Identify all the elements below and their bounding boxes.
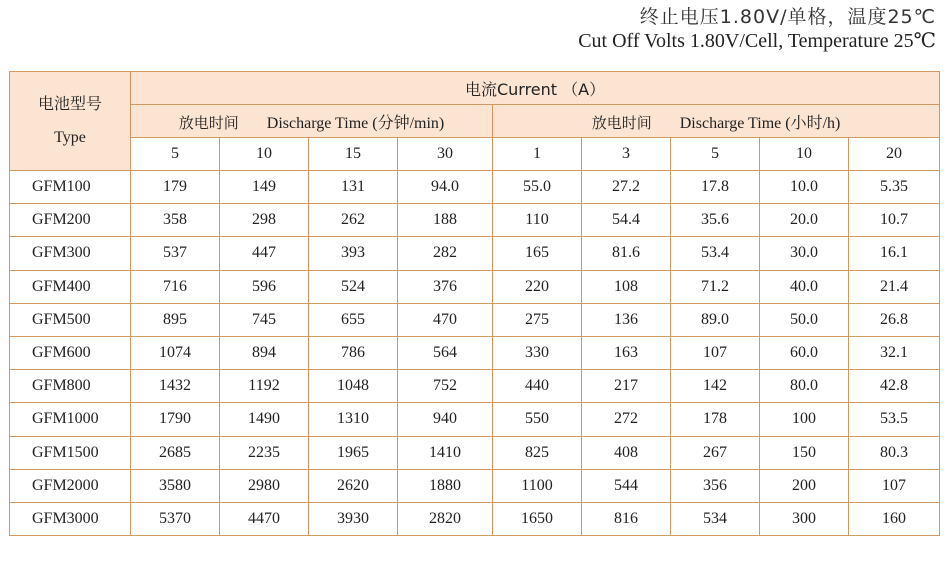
current-value-cell: 80.3 <box>849 436 940 469</box>
table-row <box>10 436 940 469</box>
current-value-cell: 1432 <box>131 370 220 403</box>
current-value-cell: 300 <box>760 502 849 535</box>
current-value-cell: 17.8 <box>671 171 760 204</box>
time-column-header: 10 <box>760 138 849 171</box>
current-value-cell: 1192 <box>220 370 309 403</box>
minutes-header-cn: 放电时间 <box>178 113 239 132</box>
current-value-cell: 26.8 <box>849 303 940 336</box>
current-value-cell: 1880 <box>398 469 493 502</box>
current-value-cell: 376 <box>398 270 493 303</box>
table-row <box>10 469 940 502</box>
model-cell: GFM800 <box>10 370 131 403</box>
current-value-cell: 53.4 <box>671 237 760 270</box>
type-header-en: Type <box>54 129 86 146</box>
current-value-cell: 10.7 <box>849 204 940 237</box>
current-value-cell: 596 <box>220 270 309 303</box>
current-value-cell: 356 <box>671 469 760 502</box>
current-value-cell: 5370 <box>131 502 220 535</box>
current-value-cell: 149 <box>220 171 309 204</box>
current-value-cell: 160 <box>849 502 940 535</box>
current-value-cell: 81.6 <box>582 237 671 270</box>
current-value-cell: 150 <box>760 436 849 469</box>
current-value-cell: 42.8 <box>849 370 940 403</box>
current-value-cell: 80.0 <box>760 370 849 403</box>
time-column-header: 15 <box>309 138 398 171</box>
current-value-cell: 1310 <box>309 403 398 436</box>
current-value-cell: 32.1 <box>849 336 940 369</box>
current-value-cell: 5.35 <box>849 171 940 204</box>
time-column-header: 5 <box>131 138 220 171</box>
hours-header-cn: 放电时间 <box>591 113 652 132</box>
table-row <box>10 502 940 535</box>
current-value-cell: 217 <box>582 370 671 403</box>
current-value-cell: 1410 <box>398 436 493 469</box>
minutes-header <box>131 105 493 138</box>
current-value-cell: 3580 <box>131 469 220 502</box>
model-cell: GFM2000 <box>10 469 131 502</box>
discharge-table <box>9 71 940 536</box>
caption-cn: 终止电压1.80V/单格，温度25℃ <box>639 6 936 28</box>
caption-en: Cut Off Volts 1.80V/Cell, Temperature 25℃ <box>578 30 936 52</box>
current-value-cell: 1048 <box>309 370 398 403</box>
current-value-cell: 447 <box>220 237 309 270</box>
current-value-cell: 1074 <box>131 336 220 369</box>
current-value-cell: 165 <box>493 237 582 270</box>
current-value-cell: 35.6 <box>671 204 760 237</box>
current-value-cell: 408 <box>582 436 671 469</box>
current-value-cell: 272 <box>582 403 671 436</box>
table-row <box>10 237 940 270</box>
table-row <box>10 370 940 403</box>
table-row <box>10 303 940 336</box>
current-value-cell: 30.0 <box>760 237 849 270</box>
current-value-cell: 2685 <box>131 436 220 469</box>
current-value-cell: 1650 <box>493 502 582 535</box>
current-value-cell: 3930 <box>309 502 398 535</box>
current-value-cell: 895 <box>131 303 220 336</box>
current-value-cell: 534 <box>671 502 760 535</box>
current-value-cell: 752 <box>398 370 493 403</box>
model-cell: GFM600 <box>10 336 131 369</box>
current-value-cell: 71.2 <box>671 270 760 303</box>
current-value-cell: 108 <box>582 270 671 303</box>
current-value-cell: 330 <box>493 336 582 369</box>
current-value-cell: 2235 <box>220 436 309 469</box>
current-value-cell: 110 <box>493 204 582 237</box>
time-column-header: 3 <box>582 138 671 171</box>
model-cell: GFM1000 <box>10 403 131 436</box>
current-value-cell: 440 <box>493 370 582 403</box>
type-header-cn: 电池型号 <box>37 94 102 113</box>
current-value-cell: 470 <box>398 303 493 336</box>
current-value-cell: 298 <box>220 204 309 237</box>
current-value-cell: 16.1 <box>849 237 940 270</box>
current-value-cell: 60.0 <box>760 336 849 369</box>
hours-header-en: Discharge Time (小时/h) <box>679 114 841 132</box>
model-cell: GFM1500 <box>10 436 131 469</box>
current-value-cell: 1965 <box>309 436 398 469</box>
current-value-cell: 178 <box>671 403 760 436</box>
time-column-header: 10 <box>220 138 309 171</box>
model-cell: GFM300 <box>10 237 131 270</box>
model-cell: GFM400 <box>10 270 131 303</box>
table-row <box>10 171 940 204</box>
table-row <box>10 204 940 237</box>
table-row <box>10 270 940 303</box>
current-value-cell: 4470 <box>220 502 309 535</box>
current-value-cell: 1100 <box>493 469 582 502</box>
current-value-cell: 107 <box>849 469 940 502</box>
current-header: 电流Current （A） <box>131 72 940 105</box>
current-value-cell: 2980 <box>220 469 309 502</box>
current-value-cell: 537 <box>131 237 220 270</box>
current-value-cell: 894 <box>220 336 309 369</box>
current-value-cell: 262 <box>309 204 398 237</box>
current-value-cell: 53.5 <box>849 403 940 436</box>
current-value-cell: 550 <box>493 403 582 436</box>
current-value-cell: 2820 <box>398 502 493 535</box>
current-value-cell: 94.0 <box>398 171 493 204</box>
time-columns-row <box>10 138 940 171</box>
current-value-cell: 393 <box>309 237 398 270</box>
current-value-cell: 275 <box>493 303 582 336</box>
current-value-cell: 267 <box>671 436 760 469</box>
current-value-cell: 179 <box>131 171 220 204</box>
current-value-cell: 107 <box>671 336 760 369</box>
table-row <box>10 336 940 369</box>
current-value-cell: 544 <box>582 469 671 502</box>
current-value-cell: 163 <box>582 336 671 369</box>
current-value-cell: 136 <box>582 303 671 336</box>
current-value-cell: 50.0 <box>760 303 849 336</box>
current-value-cell: 40.0 <box>760 270 849 303</box>
current-value-cell: 2620 <box>309 469 398 502</box>
current-value-cell: 940 <box>398 403 493 436</box>
current-value-cell: 100 <box>760 403 849 436</box>
current-value-cell: 131 <box>309 171 398 204</box>
current-value-cell: 55.0 <box>493 171 582 204</box>
current-value-cell: 786 <box>309 336 398 369</box>
current-value-cell: 564 <box>398 336 493 369</box>
current-value-cell: 21.4 <box>849 270 940 303</box>
model-cell: GFM500 <box>10 303 131 336</box>
minutes-header-en: Discharge Time (分钟/min) <box>266 114 445 132</box>
current-value-cell: 716 <box>131 270 220 303</box>
current-value-cell: 20.0 <box>760 204 849 237</box>
time-column-header: 30 <box>398 138 493 171</box>
current-value-cell: 220 <box>493 270 582 303</box>
current-value-cell: 27.2 <box>582 171 671 204</box>
table-row <box>10 403 940 436</box>
time-column-header: 1 <box>493 138 582 171</box>
current-value-cell: 142 <box>671 370 760 403</box>
current-value-cell: 54.4 <box>582 204 671 237</box>
current-value-cell: 89.0 <box>671 303 760 336</box>
type-header <box>10 72 131 171</box>
current-value-cell: 524 <box>309 270 398 303</box>
current-value-cell: 358 <box>131 204 220 237</box>
hours-header <box>493 105 940 138</box>
model-cell: GFM200 <box>10 204 131 237</box>
current-value-cell: 745 <box>220 303 309 336</box>
current-value-cell: 816 <box>582 502 671 535</box>
current-value-cell: 825 <box>493 436 582 469</box>
current-value-cell: 655 <box>309 303 398 336</box>
current-value-cell: 282 <box>398 237 493 270</box>
model-cell: GFM3000 <box>10 502 131 535</box>
current-value-cell: 1790 <box>131 403 220 436</box>
time-column-header: 20 <box>849 138 940 171</box>
time-column-header: 5 <box>671 138 760 171</box>
current-value-cell: 10.0 <box>760 171 849 204</box>
current-value-cell: 1490 <box>220 403 309 436</box>
current-value-cell: 200 <box>760 469 849 502</box>
model-cell: GFM100 <box>10 171 131 204</box>
current-value-cell: 188 <box>398 204 493 237</box>
